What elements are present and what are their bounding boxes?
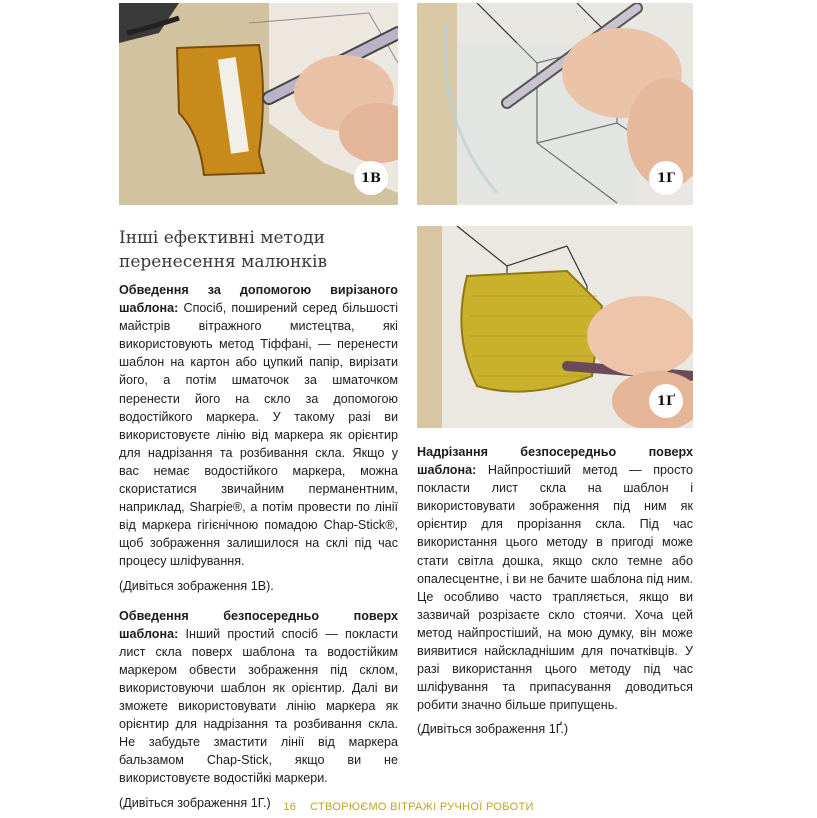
image-reference: (Дивіться зображення 1Г.) [119,795,271,810]
running-title: СТВОРЮЄМО ВІТРАЖІ РУЧНОЇ РОБОТИ [310,801,534,813]
paragraph-cut-over [417,443,693,714]
paragraph-lead: Обведення за допомогою вирізаного шаблона: [119,283,398,316]
paragraph-body: Інший простий спосіб — покласти лист скла поверх шаблона та водостійким маркером обвести зображення під склом, використовуючи шаблон як орієнтир. Далі ви зможете використовувати лінію маркера як орієнтир для надрізання та розбивання скла. Не забудьте змастити лінії від маркера бальзамом Chap-Stick, якщо ви не використовуєте водостійкі маркери. [119,626,398,786]
photo-1v-badge: 1В [354,161,388,195]
photo-1g-badge: 1Г [649,161,683,195]
image-reference: (Дивіться зображення 1В). [119,578,274,593]
page-number: 16 [283,801,297,813]
photo-1g-prime-badge: 1Ґ [649,384,683,418]
photo-1g-prime [417,226,693,428]
photo-1g [417,3,693,205]
image-reference: (Дивіться зображення 1Ґ.) [417,722,569,737]
paragraph-cutout-template [119,281,398,571]
page-footer [0,801,817,813]
paragraph-trace-over [119,607,398,788]
right-column [417,443,693,745]
paragraph-body: Спосіб, поширений серед більшості майстрів вітражного мистецтва, які використовують метод Тіффані, — перенести шаблон на картон або цупкий папір, вирізати його, а потім шматочок за шматочком перенести його на скло за допомогою водостійкого маркера. У такому разі ви використовуєте лінію від маркера як орієнтир для надрізання та розбивання скла. Якщо у вас немає водостійкого маркера, можна скористатися звичайним перманентним, наприклад, Sharpie®, а потім провести по лінії від маркера гігієнічною помадою Chap-Stick®, щоб зображення залишилося на склі під час процесу шліфування. [119,301,398,569]
section-heading: Інші ефективні методи перенесення малюнків [119,228,328,272]
left-column [119,281,398,818]
paragraph-body: Найпростіший метод — просто покласти лист скла на шаблон і використовувати зображення під ним як орієнтир для прорізання скла. Під час використання цього методу в пригоді може стати світла дошка, якщо скло темне або опалесцентне, і ви не бачите шаблона під ним. Це особливо часто трапляється, якщо ви зазвичай розрізаєте скло стоячи. Хоча цей метод найпростіший, на мою думку, він може виявитися найскладнішим для початківців. У разі використання цього методу під час шліфування та припасування доводиться робити значно більше припущень. [417,463,693,713]
paragraph-lead: Надрізання безпосередньо поверх шаблона: [417,445,693,478]
paragraph-lead: Обведення безпосередньо поверх шаблона: [119,608,398,641]
photo-1v [119,3,398,205]
